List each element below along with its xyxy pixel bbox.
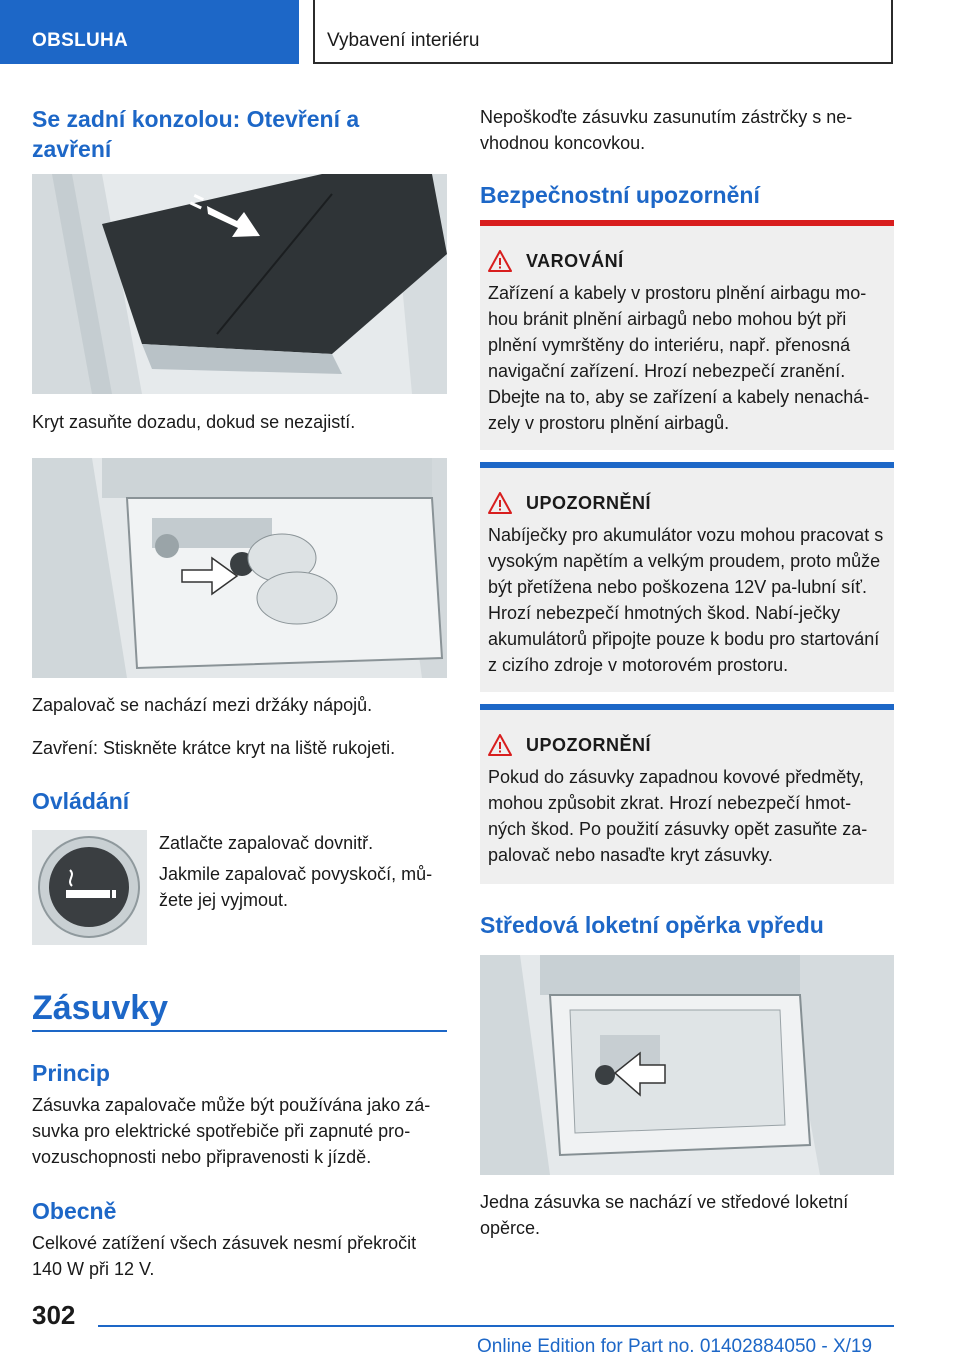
- page-number: 302: [32, 1300, 76, 1330]
- footer-divider: [98, 1325, 894, 1327]
- princip-text: Zásuvka zapalovače může být používána jako zá-suvka pro elektrické spotřebiče při zapnuté pro-vozuschopnosti nebo připravenosti k jízdě.: [32, 1095, 431, 1167]
- chapter-tab: [313, 0, 893, 64]
- caution-triangle-icon: [488, 734, 512, 756]
- image-armrest: [480, 955, 894, 1175]
- image-console-cover: [32, 174, 447, 394]
- caution-triangle-icon: [488, 492, 512, 514]
- caution-text: Pokud do zásuvky zapadnou kovové předměty, mohou způsobit zkrat. Hrozí nebezpečí hmot-ných škod. Po použití zásuvky opět zasuňte za-palovač nebo nasaďte kryt zásuvky.: [488, 767, 868, 865]
- warning-text: Zařízení a kabely v prostoru plnění airbagu mo-hou bránit plnění airbagů nebo mohou být při plnění vymrštěny do interiéru, např. přenosná navigační zařízení. Hrozí nebezpečí zranění. Dbejte na to, aby se zařízení a kabely nenachá-zely v prostoru plnění airbagů.: [488, 283, 870, 433]
- heading-safety: Bezpečnostní upozornění: [480, 182, 760, 208]
- obecne-text: Celkové zatížení všech zásuvek nesmí překročit 140 W při 12 V.: [32, 1233, 417, 1279]
- caption-cover: Kryt zasuňte dozadu, dokud se nezajistí.: [32, 412, 356, 432]
- caution-title: UPOZORNĚNÍ: [526, 492, 652, 513]
- heading-armrest: Středová loketní opěrka vpředu: [480, 912, 824, 938]
- image-lighter-button: [32, 830, 147, 945]
- footer-edition: Online Edition for Part no. 01402884050 - X/19: [477, 1336, 873, 1357]
- caption-lighter: Zapalovač se nachází mezi držáky nápojů.: [32, 695, 373, 715]
- caution-box-charger: [480, 462, 894, 692]
- heading-rear-console: Se zadní konzolou: Otevření a zavření: [32, 106, 360, 162]
- ovladani-step-2: Jakmile zapalovač povyskočí, mů-žete jej vyjmout.: [159, 864, 433, 910]
- heading-ovladani: Ovládání: [32, 788, 130, 814]
- warning-triangle-icon: [488, 250, 512, 272]
- image-lighter-location: [32, 458, 447, 678]
- caution-text: Nabíječky pro akumulátor vozu mohou pracovat s vysokým napětím a velkým proudem, proto může být přetížena nebo poškozena 12V pa-lubní síť. Hrozí nebezpečí hmotných škod. Nabí-ječky akumulátorů připojte pouze k bodu pro startování z cizího zdroje v motorovém prostoru.: [488, 525, 884, 675]
- caption-armrest: Jedna zásuvka se nachází ve středové loketní opěrce.: [480, 1192, 849, 1238]
- warning-box: [480, 220, 894, 450]
- heading-princip: Princip: [32, 1060, 110, 1086]
- warning-title: VAROVÁNÍ: [526, 250, 624, 271]
- close-instruction: Zavření: Stiskněte krátce kryt na liště rukojeti.: [32, 738, 396, 758]
- caution-title: UPOZORNĚNÍ: [526, 734, 652, 755]
- section-tab: [0, 0, 299, 64]
- section-title: OBSLUHA: [32, 30, 129, 51]
- heading-obecne: Obecně: [32, 1198, 117, 1224]
- intro-text: Nepoškoďte zásuvku zasunutím zástrčky s ne-vhodnou koncovkou.: [480, 107, 853, 153]
- caution-box-metal: [480, 704, 894, 884]
- chapter-title: Vybavení interiéru: [327, 30, 480, 51]
- heading-zasuvky: Zásuvky: [32, 989, 169, 1027]
- ovladani-step-1: Zatlačte zapalovač dovnitř.: [159, 833, 374, 853]
- zasuvky-underline: [32, 1030, 447, 1032]
